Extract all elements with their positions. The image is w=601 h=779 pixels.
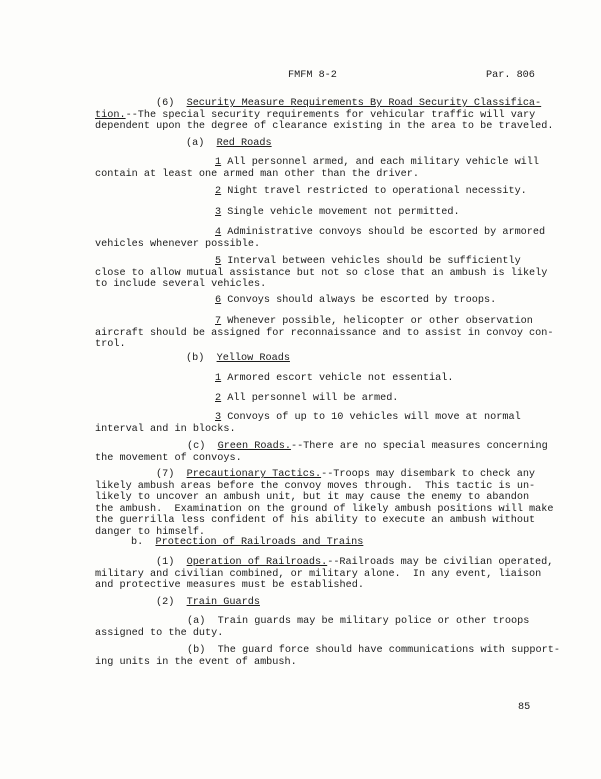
section-b-label: b. <box>131 537 144 548</box>
section-7-text-4: the ambush. Examination on the ground of likely ambush positions will make <box>95 503 554 515</box>
item-number: 7 <box>215 316 222 327</box>
section-b2-a-text: Train guards may be military police or other troops <box>205 616 530 627</box>
yellow-item-1 <box>95 373 535 385</box>
section-b1-text: --Railroads may be civilian operated, <box>327 557 554 568</box>
section-b1-number: (1) <box>156 557 175 568</box>
item-number: 4 <box>215 227 222 238</box>
section-7-text-3: likely to uncover an ambush unit, but it may cause the enemy to abandon <box>95 492 530 504</box>
item-text: Whenever possible, helicopter or other observation <box>221 316 533 327</box>
section-b2-heading <box>156 597 596 609</box>
section-7-number: (7) <box>156 469 175 480</box>
section-b1-text-2: military and civilian combined, or military alone. In any event, liaison <box>95 568 542 580</box>
item-text: Armored escort vehicle not essential. <box>221 373 454 384</box>
red-item-5 <box>95 256 548 291</box>
item-text: Convoys should always be escorted by troops. <box>221 295 497 306</box>
item-number: 6 <box>215 295 222 306</box>
green-roads <box>95 441 548 464</box>
item-text-2: vehicles whenever possible. <box>95 238 261 250</box>
item-text-2: aircraft should be assigned for reconnaissance and to assist in convoy con- <box>95 327 554 339</box>
item-number: 2 <box>215 186 222 197</box>
section-7-text-6: danger to himself. <box>95 526 206 538</box>
yellow-item-2 <box>95 393 535 405</box>
red-item-2 <box>95 186 535 198</box>
item-text: Single vehicle movement not permitted. <box>221 207 460 218</box>
section-b-heading <box>131 537 571 549</box>
yellow-roads-heading <box>186 353 601 365</box>
yellow-item-3 <box>95 412 535 435</box>
section-b-title: Protection of Railroads and Trains <box>155 537 364 548</box>
yellow-roads-label: (b) <box>186 353 205 364</box>
section-7-text-5: the guerrilla less confident of his ability to execute an ambush without <box>95 515 536 527</box>
section-6 <box>95 98 554 133</box>
green-roads-text: --There are no special measures concerning <box>290 441 548 452</box>
item-number: 1 <box>215 157 222 168</box>
page-number: 85 <box>518 702 531 713</box>
item-text: Convoys of up to 10 vehicles will move at normal <box>221 412 521 423</box>
section-7 <box>95 469 554 539</box>
item-text: Interval between vehicles should be sufficiently <box>221 256 521 267</box>
section-b2-a <box>95 616 535 639</box>
green-roads-text-2: the movement of convoys. <box>95 452 242 464</box>
document-id: FMFM 8-2 <box>288 70 337 81</box>
section-b2-title: Train Guards <box>186 597 260 608</box>
red-roads-label: (a) <box>186 138 205 149</box>
section-6-number: (6) <box>156 98 175 109</box>
red-roads-title: Red Roads <box>216 138 272 149</box>
red-item-7 <box>95 316 554 351</box>
section-7-text: --Troops may disembark to check any <box>321 469 536 480</box>
item-text: Administrative convoys should be escorted by armored <box>221 227 546 238</box>
section-b2-b-text-2: ing units in the event of ambush. <box>95 656 297 668</box>
red-roads-heading <box>186 138 601 150</box>
green-roads-label: (c) <box>187 441 206 452</box>
section-6-title-cont: tion. <box>95 109 126 121</box>
section-7-title: Precautionary Tactics. <box>186 469 322 480</box>
item-text-3: trol. <box>95 339 126 351</box>
section-6-text-2: dependent upon the degree of clearance existing in the area to be traveled. <box>95 121 554 133</box>
paragraph-ref: Par. 806 <box>486 70 535 81</box>
red-item-6 <box>95 295 535 307</box>
item-text-2: close to allow mutual assistance but not so close that an ambush is likely <box>95 267 548 279</box>
yellow-roads-title: Yellow Roads <box>216 353 290 364</box>
section-b2-a-text-2: assigned to the duty. <box>95 627 224 639</box>
section-b2-b-text: The guard force should have communications with support- <box>205 645 560 656</box>
section-b1-title: Operation of Railroads. <box>186 557 328 568</box>
item-number: 3 <box>215 207 222 218</box>
section-6-title: Security Measure Requirements By Road Security Classifica- <box>186 98 542 109</box>
section-b2-b-label: (b) <box>187 645 206 656</box>
section-b2-number: (2) <box>156 597 175 608</box>
item-text-3: to include several vehicles. <box>95 279 267 291</box>
section-7-text-2: likely ambush areas before the convoy moves through. This tactic is un- <box>95 480 536 492</box>
item-text: All personnel will be armed. <box>221 393 399 404</box>
section-b2-a-label: (a) <box>187 616 206 627</box>
item-number: 2 <box>215 393 222 404</box>
item-text-2: contain at least one armed man other than the driver. <box>95 168 420 180</box>
item-text: All personnel armed, and each military vehicle will <box>221 157 540 168</box>
red-item-4 <box>95 227 546 250</box>
item-number: 3 <box>215 412 222 423</box>
section-b1 <box>95 557 554 592</box>
section-6-text: --The special security requirements for vehicular traffic will vary <box>125 109 536 121</box>
item-text-2: interval and in blocks. <box>95 423 236 435</box>
section-b1-text-3: and protective measures must be established. <box>95 580 364 592</box>
item-number: 5 <box>215 256 222 267</box>
red-item-1 <box>95 157 540 180</box>
section-b2-b <box>95 645 560 668</box>
red-item-3 <box>95 207 535 219</box>
item-number: 1 <box>215 373 222 384</box>
item-text: Night travel restricted to operational necessity. <box>221 186 527 197</box>
green-roads-title: Green Roads. <box>217 441 291 452</box>
